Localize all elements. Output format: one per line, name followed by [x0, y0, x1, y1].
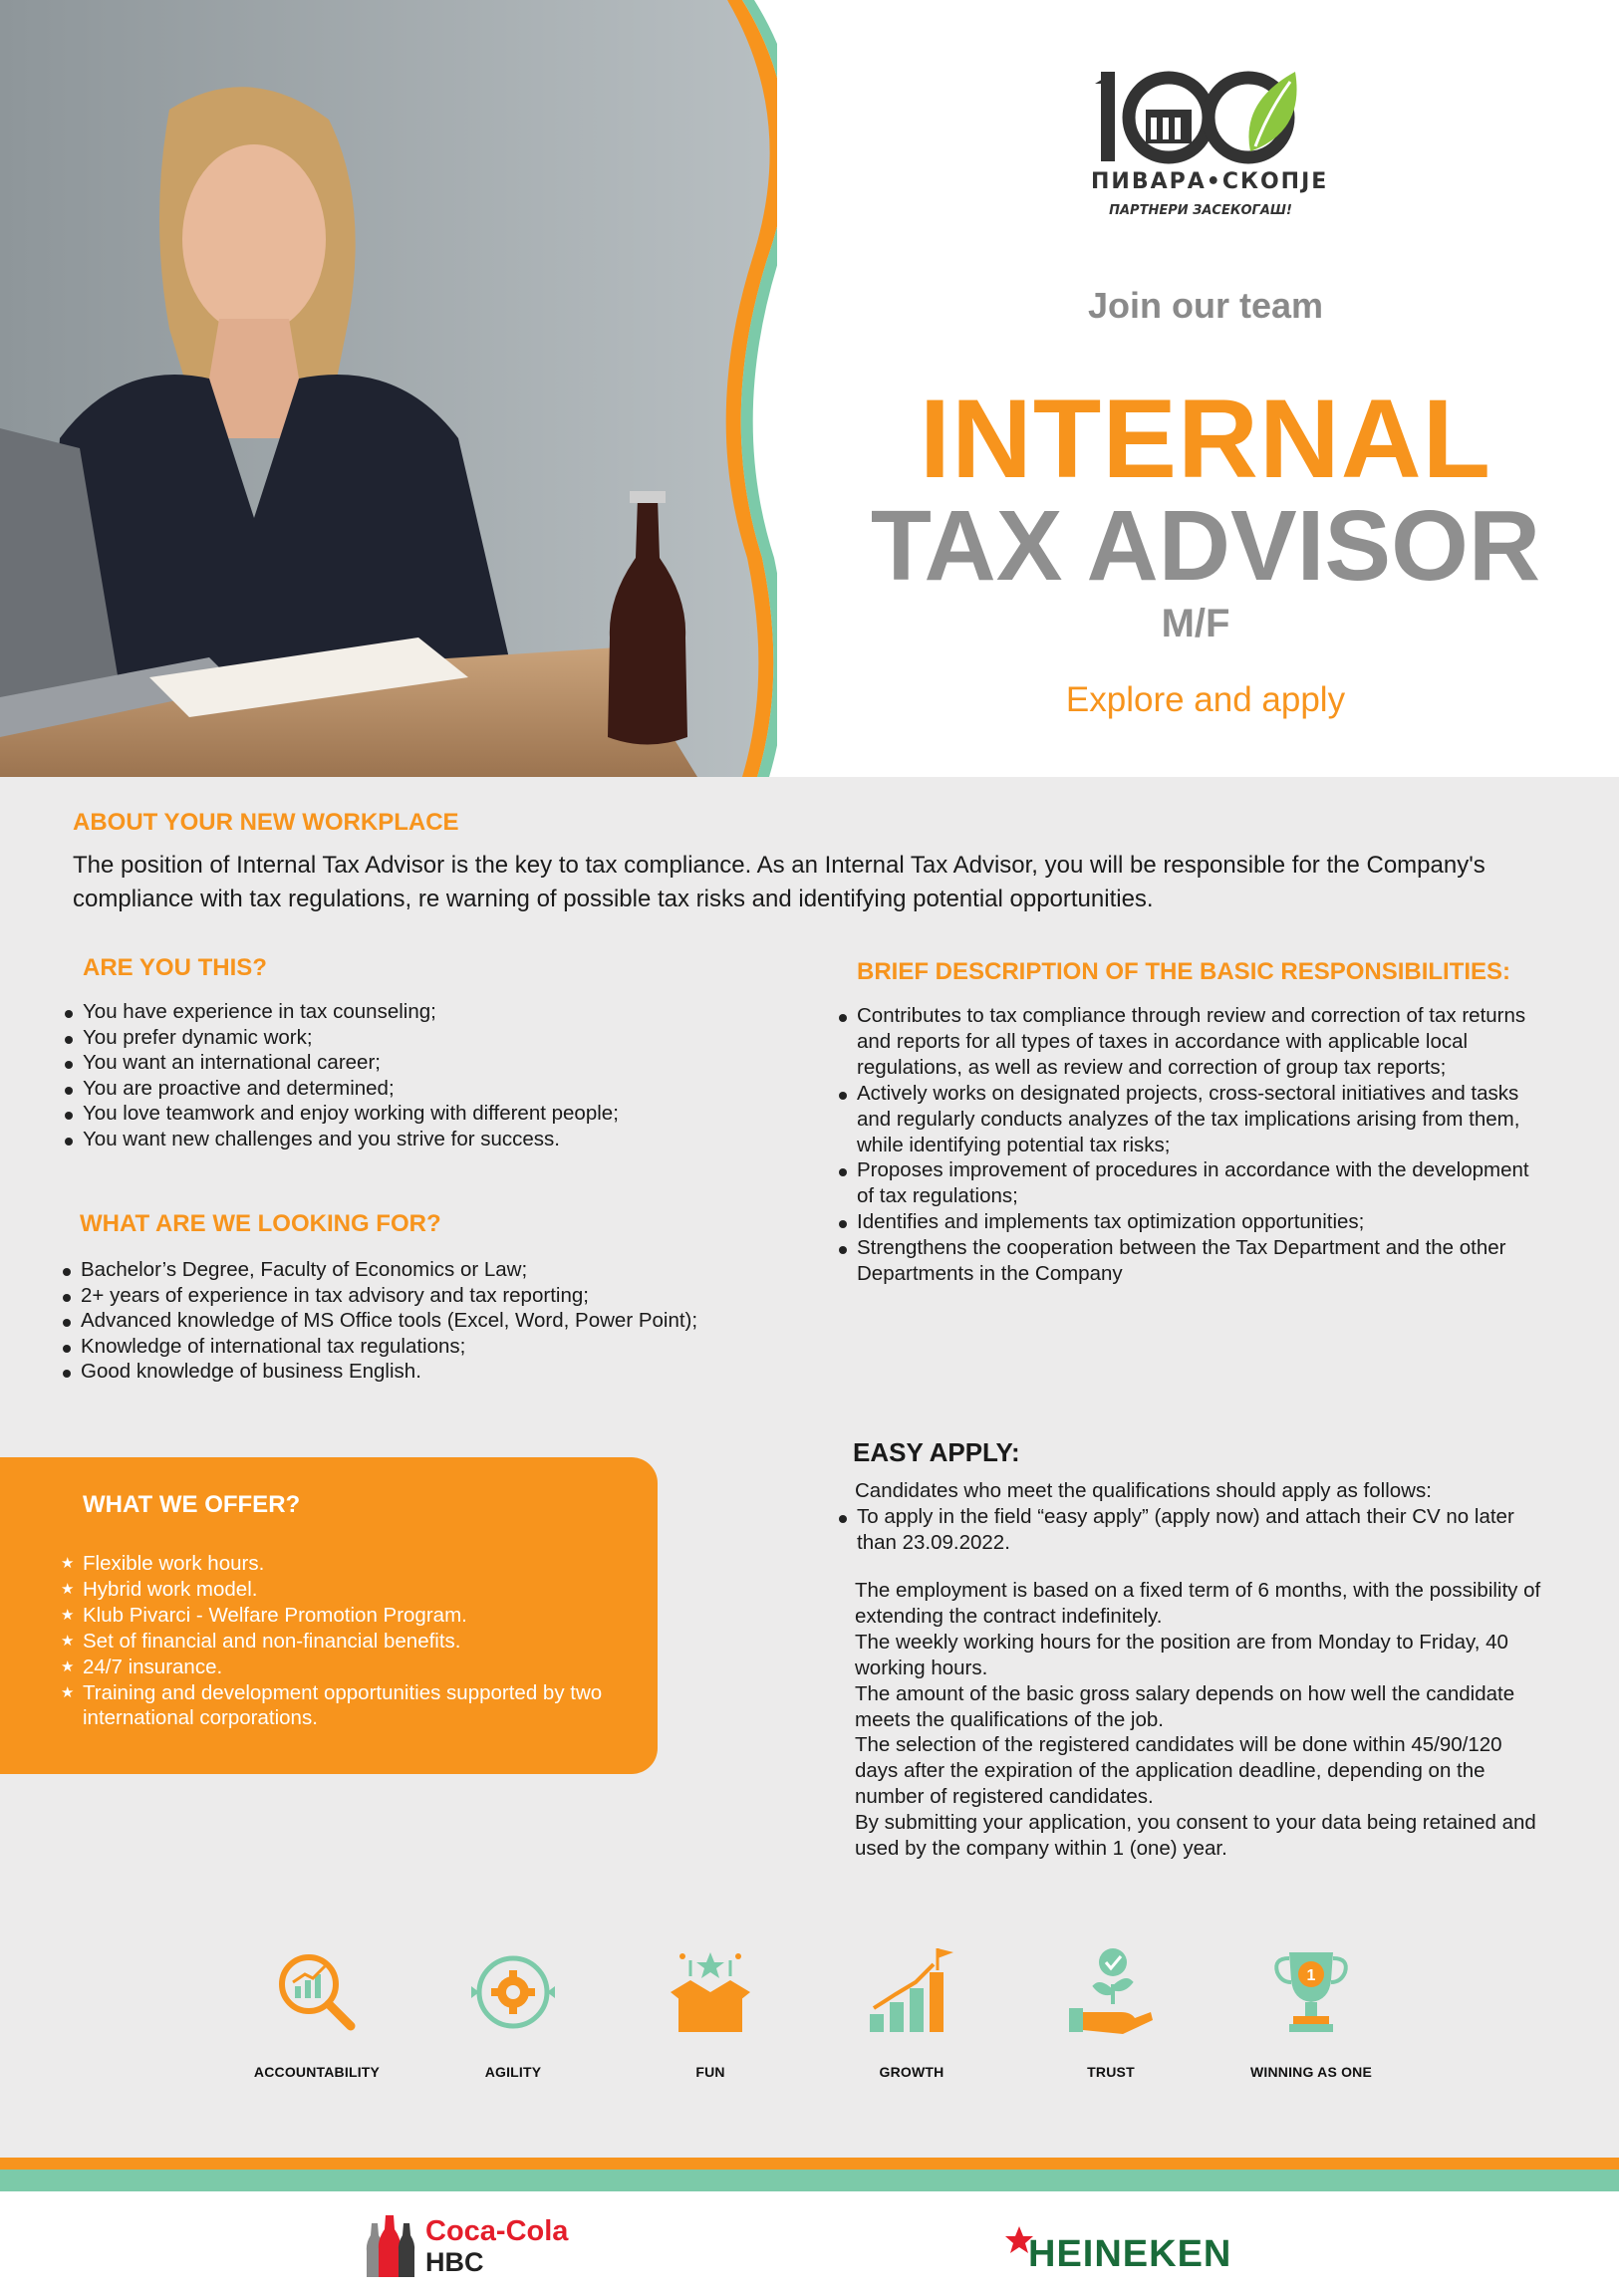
detail-paragraph: The amount of the basic gross salary depends on how well the candidate meets the qualifications of the job. — [855, 1681, 1515, 1731]
value-fun — [611, 1942, 810, 2080]
value-label: WINNING AS ONE — [1249, 2064, 1373, 2080]
list-item: 2+ years of experience in tax advisory and tax reporting; — [61, 1283, 698, 1309]
hero-section — [0, 0, 1619, 777]
magnifier-chart-icon — [267, 1942, 367, 2042]
logo-name: ПИВАРА•СКОПЈЕ — [1091, 169, 1329, 194]
easy-apply-intro: Candidates who meet the qualifications should apply as follows: — [855, 1479, 1432, 1502]
list-item: You want new challenges and you strive for success. — [63, 1127, 760, 1152]
list-item: Identifies and implements tax optimization opportunities; — [837, 1209, 1534, 1235]
list-item: You have experience in tax counseling; — [63, 999, 760, 1025]
value-label: ACCOUNTABILITY — [253, 2064, 381, 2080]
svg-text:1: 1 — [1306, 1967, 1316, 1984]
list-item: Actively works on designated projects, cross-sectoral initiatives and tasks and regularly conducts analyzes of the tax implications arising from them, while identifying potential tax risks; — [837, 1081, 1534, 1158]
list-item: ★ Training and development opportunities supported by two international corporations. — [61, 1680, 639, 1732]
value-trust — [1011, 1942, 1211, 2080]
value-winning-as-one — [1212, 1942, 1411, 2080]
coca-cola-hbc-logo — [364, 2209, 613, 2279]
easy-apply-details — [855, 1578, 1542, 1862]
value-label: TRUST — [1087, 2064, 1135, 2080]
detail-paragraph: The selection of the registered candidates will be done within 45/90/120 days after the expiration of the application deadline, depending on the number of registered candidates. — [855, 1733, 1502, 1809]
value-label: AGILITY — [484, 2064, 542, 2080]
list-item: ★ 24/7 insurance. — [61, 1655, 639, 1680]
job-title-line1: INTERNAL — [919, 377, 1492, 501]
responsibilities-list — [837, 1003, 1534, 1287]
list-item: ★ Flexible work hours. — [61, 1551, 639, 1577]
logo-100-icon — [1091, 62, 1310, 171]
coca-cola-name: Coca-Cola — [425, 2215, 569, 2247]
about-heading: ABOUT YOUR NEW WORKPLACE — [73, 809, 459, 836]
heineken-name: HEINEKEN — [1028, 2233, 1232, 2275]
list-item: Knowledge of international tax regulations; — [61, 1334, 698, 1360]
growth-chart-icon — [862, 1942, 961, 2042]
company-values — [0, 1942, 1619, 2092]
are-you-list — [63, 999, 760, 1152]
heineken-logo — [1004, 2221, 1263, 2281]
looking-for-heading: WHAT ARE WE LOOKING FOR? — [80, 1210, 441, 1237]
list-item: You love teamwork and enjoy working with different people; — [63, 1101, 760, 1127]
explore-apply-link[interactable]: Explore and apply — [1065, 680, 1346, 719]
offer-list — [61, 1551, 639, 1731]
list-item: Strengthens the cooperation between the Tax Department and the other Departments in the Company — [837, 1235, 1534, 1287]
are-you-heading: ARE YOU THIS? — [83, 954, 267, 981]
list-item: Good knowledge of business English. — [61, 1359, 698, 1385]
gift-box-icon — [661, 1942, 760, 2042]
list-item: Proposes improvement of procedures in accordance with the development of tax regulations; — [837, 1157, 1534, 1209]
brewery-logo — [1091, 62, 1329, 231]
list-item: You prefer dynamic work; — [63, 1025, 760, 1051]
offer-heading: WHAT WE OFFER? — [83, 1491, 301, 1518]
job-title-gender: M/F — [1161, 602, 1230, 645]
detail-paragraph: The employment is based on a fixed term of 6 months, with the possibility of extending the contract indefinitely. — [855, 1579, 1541, 1628]
list-item: To apply in the field “easy apply” (apply now) and attach their CV no later than 23.09.2022. — [837, 1504, 1534, 1556]
list-item: Bachelor’s Degree, Faculty of Economics or Law; — [61, 1257, 698, 1283]
job-title-line2: TAX ADVISOR — [870, 490, 1541, 602]
join-heading: Join our team — [1087, 285, 1324, 326]
list-item: ★ Set of financial and non-financial benefits. — [61, 1629, 639, 1655]
logo-tagline: ПАРТНЕРИ ЗАСЕКОГАШ! — [1109, 203, 1292, 218]
value-label: GROWTH — [879, 2064, 944, 2080]
about-text: The position of Internal Tax Advisor is the key to tax compliance. As an Internal Tax Advisor, you will be responsible for the Company's compliance with tax regulations, re warning of possible tax risks and identifying potential opportunities. — [73, 852, 1485, 912]
value-growth — [812, 1942, 1011, 2080]
trophy-icon — [1261, 1942, 1361, 2042]
looking-for-list — [61, 1257, 698, 1385]
value-accountability — [217, 1942, 416, 2080]
list-item: Advanced knowledge of MS Office tools (Excel, Word, Power Point); — [61, 1308, 698, 1334]
easy-apply-heading: EASY APPLY: — [853, 1437, 1020, 1467]
hand-plant-icon — [1061, 1942, 1161, 2042]
footer-stripe-teal — [0, 2169, 1619, 2191]
gear-cycle-icon — [463, 1942, 563, 2042]
list-item: You are proactive and determined; — [63, 1076, 760, 1102]
coca-cola-hbc: HBC — [425, 2247, 484, 2277]
detail-paragraph: The weekly working hours for the position are from Monday to Friday, 40 working hours. — [855, 1630, 1508, 1679]
bottles-icon — [364, 2209, 419, 2279]
value-agility — [413, 1942, 613, 2080]
easy-apply-list — [837, 1504, 1534, 1556]
footer-stripe-orange — [0, 2158, 1619, 2169]
responsibilities-heading: BRIEF DESCRIPTION OF THE BASIC RESPONSIBILITIES: — [857, 958, 1511, 985]
list-item: Contributes to tax compliance through review and correction of tax returns and reports for all types of taxes in accordance with applicable local regulations, as well as review and correction of group tax reports; — [837, 1003, 1534, 1081]
list-item: You want an international career; — [63, 1050, 760, 1076]
list-item: ★ Hybrid work model. — [61, 1577, 639, 1603]
list-item: ★ Klub Pivarci - Welfare Promotion Program. — [61, 1603, 639, 1629]
hero-photo — [0, 0, 777, 777]
value-label: FUN — [695, 2064, 725, 2080]
detail-paragraph: By submitting your application, you consent to your data being retained and used by the company within 1 (one) year. — [855, 1811, 1536, 1861]
